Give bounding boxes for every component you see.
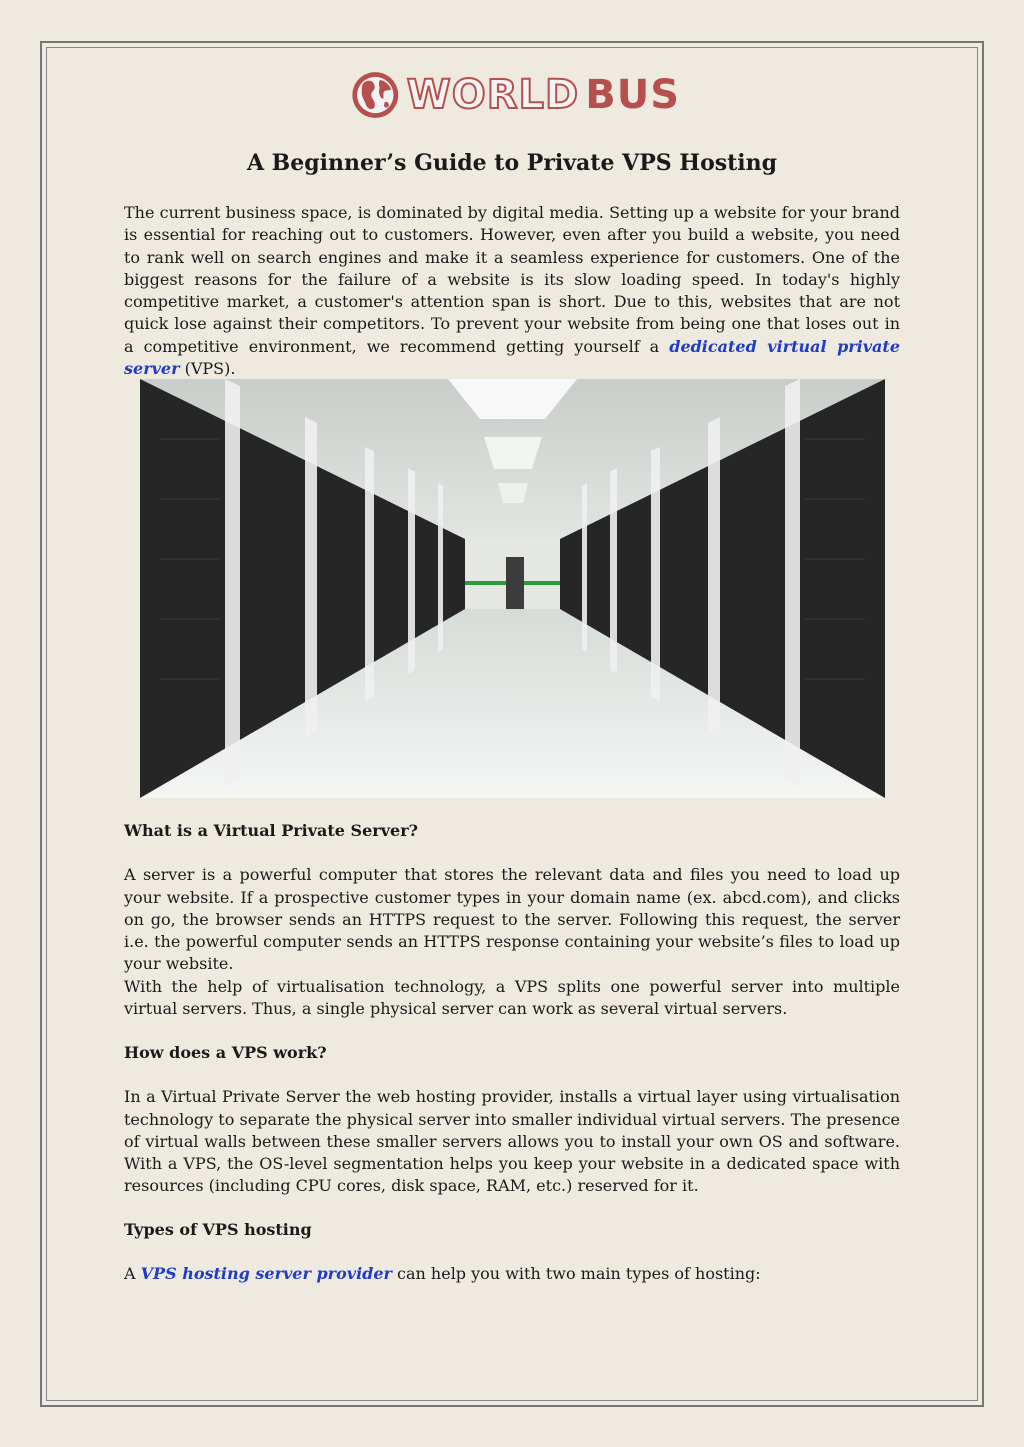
section-paragraph <box>124 1263 900 1285</box>
intro-text-end: (VPS). <box>179 359 236 379</box>
section-heading: Types of VPS hosting <box>124 1220 312 1239</box>
server-room-image <box>140 379 885 798</box>
globe-icon <box>350 63 401 127</box>
section-paragraph: With the help of virtualisation technology, a VPS splits one powerful server into multiple virtual servers. Thus, a single physical server can work as several virtual servers. <box>124 976 900 1019</box>
section-heading: How does a VPS work? <box>124 1043 327 1062</box>
section-what-is-vps <box>124 820 900 1020</box>
dedicated-vps-link[interactable]: dedicated virtual private server <box>124 336 900 379</box>
section-how-vps-works <box>124 1042 900 1198</box>
types-text: A <box>124 1264 141 1284</box>
types-text-end: can help you with two main types of hosting: <box>391 1264 761 1284</box>
brand-name-bus: BUS <box>585 72 680 118</box>
intro-text: The current business space, is dominated by digital media. Setting up a website for your brand is essential for reaching out to customers. However, even after you build a website, you need to rank well on search engines and make it a seamless experience for customers. One of the biggest reasons for the failure of a website is its slow loading speed. In today's highly competitive market, a customer's attention span is short. Due to this, websites that are not quick lose against their competitors. To prevent your website from being one that loses out in a competitive environment, we recommend getting yourself a <box>124 203 900 356</box>
section-heading: What is a Virtual Private Server? <box>124 821 418 840</box>
brand-logo <box>350 62 680 128</box>
brand-name-world: WORLD <box>406 72 580 118</box>
page-title: A Beginner’s Guide to Private VPS Hosting <box>246 150 778 176</box>
section-paragraph: In a Virtual Private Server the web hosting provider, installs a virtual layer using virtualisation technology to separate the physical server into smaller individual virtual servers. The presence of virtual walls between these smaller servers allows you to install your own OS and software. With a VPS, the OS-level segmentation helps you keep your website in a dedicated space with resources (including CPU cores, disk space, RAM, etc.) reserved for it. <box>124 1087 900 1196</box>
intro-paragraph <box>124 202 900 380</box>
section-types-of-vps <box>124 1219 900 1286</box>
section-paragraph: A server is a powerful computer that stores the relevant data and files you need to load up your website. If a prospective customer types in your domain name (ex. abcd.com), and clicks on go, the browser sends an HTTPS request to the server. Following this request, the server i.e. the powerful computer sends an HTTPS response containing your website’s files to load up your website. <box>124 865 900 974</box>
vps-provider-link[interactable]: VPS hosting server provider <box>140 1264 392 1284</box>
